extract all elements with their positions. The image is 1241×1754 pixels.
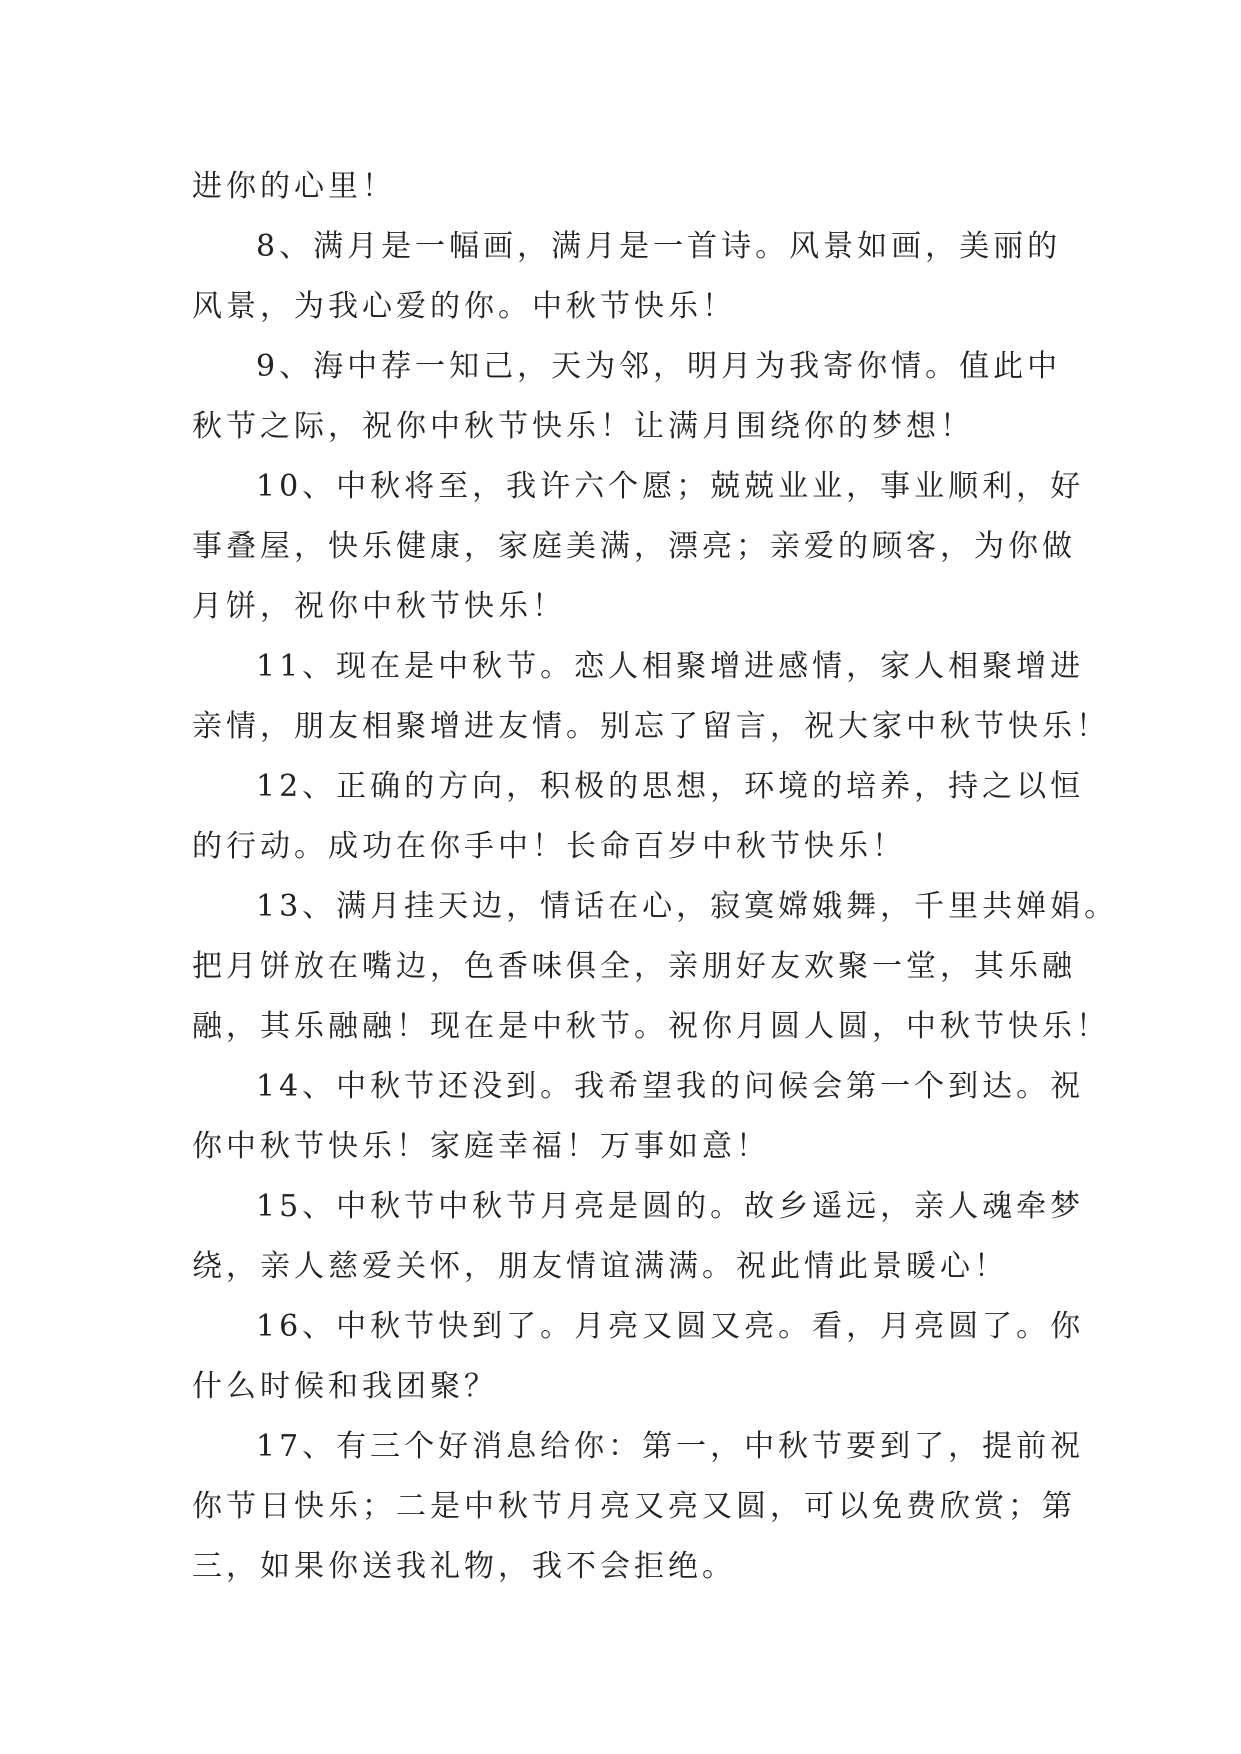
text-line: 融，其乐融融！现在是中秋节。祝你月圆人圆，中秋节快乐！ xyxy=(192,1009,1110,1044)
text-line: 你中秋节快乐！家庭幸福！万事如意！ xyxy=(192,1129,770,1164)
text-line: 12、正确的方向，积极的思想，环境的培养，持之以恒 xyxy=(256,769,1085,804)
paragraph xyxy=(192,217,1062,337)
text-line: 13、满月挂天边，情话在心，寂寞嫦娥舞，千里共婵娟。 xyxy=(256,889,1119,924)
paragraph xyxy=(192,637,1110,757)
paragraph xyxy=(192,337,1062,457)
paragraph xyxy=(192,457,1085,637)
text-line: 秋节之际，祝你中秋节快乐！让满月围绕你的梦想！ xyxy=(192,409,974,444)
text-line: 15、中秋节中秋节月亮是圆的。故乡遥远，亲人魂牵梦 xyxy=(256,1189,1085,1224)
text-line: 14、中秋节还没到。我希望我的问候会第一个到达。祝 xyxy=(256,1069,1085,1104)
text-line: 什么时候和我团聚？ xyxy=(192,1369,498,1404)
text-line: 的行动。成功在你手中！长命百岁中秋节快乐！ xyxy=(192,829,906,864)
text-line: 绕，亲人慈爱关怀，朋友情谊满满。祝此情此景暖心！ xyxy=(192,1249,1008,1284)
paragraph xyxy=(192,157,1057,217)
text-line: 事叠屋，快乐健康，家庭美满，漂亮；亲爱的顾客，为你做 xyxy=(192,529,1076,564)
text-line: 8、满月是一幅画，满月是一首诗。风景如画，美丽的 xyxy=(256,229,1062,264)
paragraph xyxy=(192,757,1085,877)
document-body xyxy=(192,157,1119,1597)
paragraph xyxy=(192,1177,1085,1297)
text-line: 10、中秋将至，我许六个愿；兢兢业业，事业顺利，好 xyxy=(256,469,1085,504)
document-page xyxy=(192,157,1119,1597)
text-line: 亲情，朋友相聚增进友情。别忘了留言，祝大家中秋节快乐！ xyxy=(192,709,1110,744)
text-line: 月饼，祝你中秋节快乐！ xyxy=(192,589,566,624)
text-line: 16、中秋节快到了。月亮又圆又亮。看，月亮圆了。你 xyxy=(256,1309,1085,1344)
text-line: 风景，为我心爱的你。中秋节快乐！ xyxy=(192,289,736,324)
text-line: 进你的心里！ xyxy=(192,169,396,204)
paragraph xyxy=(192,1417,1085,1597)
text-line: 9、海中荐一知己，天为邻，明月为我寄你情。值此中 xyxy=(256,349,1062,384)
text-line: 11、现在是中秋节。恋人相聚增进感情，家人相聚增进 xyxy=(256,649,1085,684)
text-line: 把月饼放在嘴边，色香味俱全，亲朋好友欢聚一堂，其乐融 xyxy=(192,949,1076,984)
paragraph xyxy=(192,1297,1085,1417)
text-line: 17、有三个好消息给你：第一，中秋节要到了，提前祝 xyxy=(256,1429,1085,1464)
paragraph xyxy=(192,877,1119,1057)
text-line: 你节日快乐；二是中秋节月亮又亮又圆，可以免费欣赏；第 xyxy=(192,1489,1076,1524)
text-line: 三，如果你送我礼物，我不会拒绝。 xyxy=(192,1549,736,1584)
paragraph xyxy=(192,1057,1085,1177)
